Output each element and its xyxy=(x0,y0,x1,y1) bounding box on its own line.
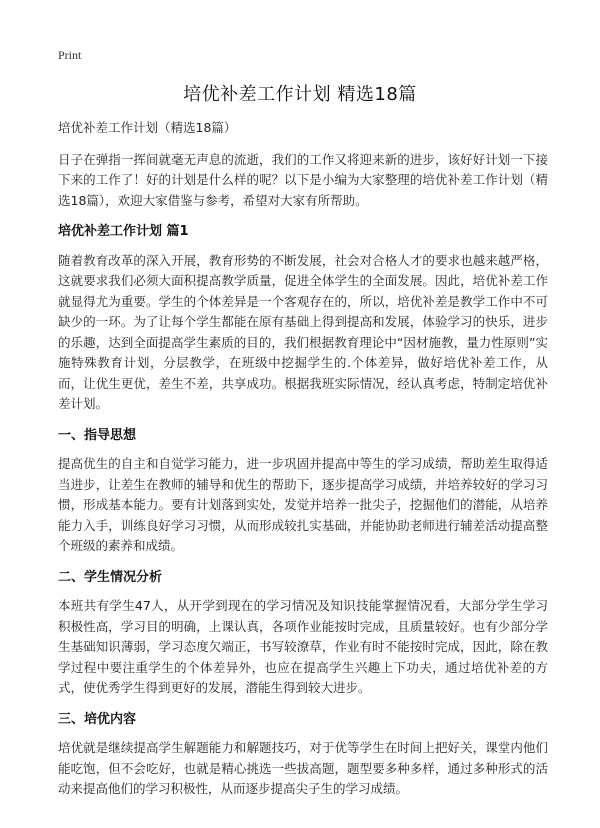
paragraph-cultivation-content: 培优就是继续提高学生解题能力和解题技巧，对于优等学生在时间上把好关，课堂内他们能吃饱，但不会吃好，也就是精心挑选一些拔高题，题型要多种多样，通过多种形式的活动来提高他们的学习积极性，从而逐步提高尖子生的学习成绩。 xyxy=(58,740,548,796)
page-title: 培优补差工作计划 精选18篇 xyxy=(183,84,417,105)
print-link[interactable]: Print xyxy=(58,48,82,62)
document-body xyxy=(58,118,548,811)
heading-guiding-ideology: 一、指导思想 xyxy=(58,427,137,443)
heading-student-analysis: 二、学生情况分析 xyxy=(58,569,163,585)
section-title: 培优补差工作计划 篇1 xyxy=(58,224,189,239)
intro-paragraph: 日子在弹指一挥间就毫无声息的流逝，我们的工作又将迎来新的进步，该好好计划一下接下来的工作了！好的计划是什么样的呢？以下是小编为大家整理的培优补差工作计划（精选18篇），欢迎大家借鉴与参考，希望对大家有所帮助。 xyxy=(58,151,548,208)
paragraph-student-analysis: 本班共有学生47人，从开学到现在的学习情况及知识技能掌握情况看，大部分学生学习积极性高，学习目的明确，上课认真，各项作业能按时完成，且质量较好。也有少部分学生基础知识薄弱，学习态度欠端正，书写较潦草，作业有时不能按时完成，因此，除在教学过程中要注重学生的个体差异外，也应在提高学生兴趣上下功夫，通过培优补差的方式，使优秀学生得到更好的发展，潜能生得到较大进步。 xyxy=(58,598,548,695)
document-subtitle: 培优补差工作计划（精选18篇） xyxy=(58,120,237,135)
paragraph-guiding-ideology: 提高优生的自主和自觉学习能力，进一步巩固并提高中等生的学习成绩，帮助差生取得适当进步，让差生在教师的辅导和优生的帮助下，逐步提高学习成绩，并培养较好的学习习惯，形成基本能力。要有计划落到实处，发觉并培养一批尖子，挖掘他们的潜能，从培养能力入手，训练良好学习习惯，从而形成较扎实基础，并能协助老师进行辅差活动提高整个班级的素养和成绩。 xyxy=(58,456,548,553)
section-intro-paragraph: 随着教育改革的深入开展，教育形势的不断发展，社会对合格人才的要求也越来越严格，这就要求我们必须大面积提高教学质量，促进全体学生的全面发展。因此，培优补差工作就显得尤为重要。学生的个体差异是一个客观存在的，所以，培优补差是教学工作中不可缺少的一环。为了让每个学生都能在原有基础上得到提高和发展，体验学习的快乐，进步的乐趣，达到全面提高学生素质的目的，我们根据教育理论中“因材施教，量力性原则”实施特殊教育计划，分层教学，在班级中挖掘学生的.个体差异，做好培优补差工作，从而，让优生更优，差生不差，共享成功。根据我班实际情况，经认真考虑，特制定培优补差计划。 xyxy=(58,252,548,411)
heading-cultivation-content: 三、培优内容 xyxy=(58,711,137,727)
